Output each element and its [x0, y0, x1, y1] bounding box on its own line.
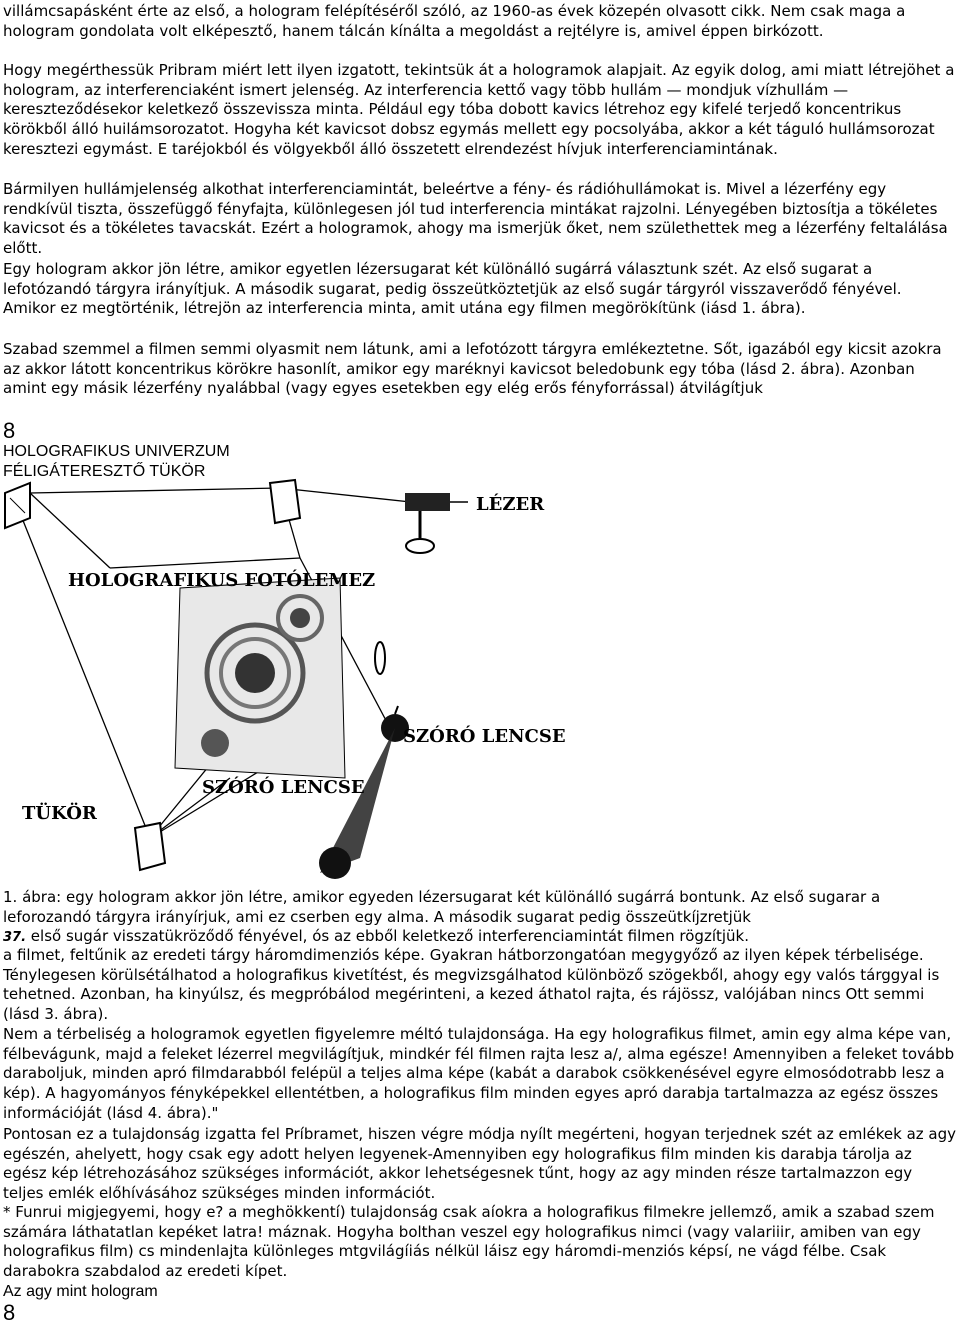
paragraph-footnote: * Funrui migjegyemi, hogy e? a meghökkentí) tulajdonság csak aíokra a holografikus filmekre jellemző, amik a szabad szem számára láthatatlan kepéket latra! máznak. Hogyha bolthan veszel egy holografikus nimci (vagy valariiir, amiben van egy holografikus film) cs mindenlajta különleges mtgvilágíiás nélkül láisz egy háromdi-menziós képsí, ne vágd félbe. Csak darabokra szabdalod az eredeti kípet.: [3, 1203, 935, 1281]
paragraph-whole-in-part: Nem a térbeliség a hologramok egyetlen figyelemre méltó tulajdonsága. Ha egy holografikus filmet, amin egy alma képe van, félbevágunk, majd a feleket lézerrel megvilágítjuk, mindkér fél filmen rajta lesz a/, alma egésze! Amennyiben a feleket tovább daraboljuk, minden apró filmdarabból felépül a teljes alma képe (kabát a darabok csökkenésével egyre elmosódotrabb lesz a kép). A hagyományos fényképekkel ellentétben, a holografikus film minden egyes apró darabja tartalmazza az egész összes információját (lásd 4. ábra).": [3, 1025, 955, 1122]
figure-label-film: HOLOGRAFIKUS FOTÓLEMEZ: [68, 570, 376, 591]
holographic-plate: [175, 578, 345, 778]
paragraph-intro: villámcsapásként érte az első, a hologram felépítéséről szóló, az 1960-as évek közepén olvasott cikk. Nem csak maga a hologram gondolata volt elképesztő, hanem tálcán kínálta a megoldást a rejtélyre is, amivel éppen birkózott.: [3, 2, 906, 40]
paragraph-3d-image: a filmet, feltűnik az eredeti tárgy háromdimenziós képe. Gyakran hátborzongatóan megygyőző az ilyen képek térbelisége. Ténylegesen körülsétálhatod a holografikus kivetítést, és megvizsgálhatod különböző szögekből, ahogy egy valós tárggyal is tehetned. Azonban, ha kinyúlsz, és megpróbálod megérinteni, a kezed áthatol rajta, és rájössz, valójában nincs Ott semmi (lásd 3. ábra).: [3, 946, 940, 1024]
paragraph-hologram-creation: Egy hologram akkor jön létre, amikor egyetlen lézersugarat két különálló sugárrá választunk szét. Az első sugarat a lefotózandó tárgyra irányítjuk. A második sugarat, pedig összeütköztetjük az első sugár tárgyról visszaverődő fényével. Amikor ez megtörténik, létrejön az interferencia minta, amit utána egy filmen megörökítünk (iásd 1. ábra).: [3, 260, 902, 318]
paragraph-brain-memory: Pontosan ez a tulajdonság izgatta fel Príbramet, hiszen végre módja nyílt megérteni, hogyan terjednek szét az emlékek az agy egészén, ahelyett, hogy csak egy adott helyen legyenek-Amennyiben egy holografikus film minden kis darabja tárolja az egész kép létrehozásához szükséges információt, akkor lehetségesnek tűnt, hogy az agy minden része tartalmazzon egy teljes emlék előhívásához szükséges minden információt.: [3, 1125, 956, 1203]
caption-text-b: első sugár visszatükröződő fényével, ós az ebből keletkező interferenciamintát filmen rögzítjük.: [26, 927, 750, 946]
running-header-title: HOLOGRAFIKUS UNIVERZUM: [3, 443, 230, 460]
caption-text-a: 1. ábra: egy hologram akkor jön létre, amikor egyeden lézersugarat két különálló sugárrá bontunk. Az első sugarar a leforozandó tárgyra irányírjuk, ami ez cserben egy alma. A második sugarat pedig összeütkíjzretjük: [3, 888, 881, 926]
figure-label-half-mirror: FÉLIGÁTERESZTŐ TÜKÖR: [3, 463, 206, 480]
hologram-setup-figure: [0, 478, 960, 883]
half-mirror-shape: [5, 483, 30, 528]
figure-label-lens-1: SZÓRÓ LENCSE: [403, 726, 566, 747]
page-number: 8: [3, 418, 16, 443]
figure-caption: [3, 888, 957, 948]
footer-page-number: 8: [3, 1300, 16, 1325]
bottom-mirror-shape: [135, 823, 165, 870]
paragraph-film-view: Szabad szemmel a filmen semmi olyasmit nem látunk, ami a lefotózott tárgyra emlékeztetne. Sőt, igazából egy kicsit azokra az akkor látott koncentrikus körökre hasonlít, amikor egy maréknyi kavicsot beledobunk egy tóba (lásd 2. ábra). Azonban amint egy másik lézerfény nyalábbal (vagy egyes esetekben egy elég erős fényforrással) átvilágítjuk: [3, 340, 942, 398]
paragraph-interference: Hogy megérthessük Pribram miért lett ilyen izgatott, tekintsük át a hologramok alapjait. Az egyik dolog, ami miatt létrejöhet a hologram, az interferenciaként ismert jelenség. Az interferencia kettő vagy több hullám — mondjuk vízhullám — kereszteződésekor keletkező összevissza minta. Például egy tóba dobott kavics létrehoz egy kifelé terjedő koncentrikus körökből álló huilámsorozatot. Hogyha két kavicsot dobsz egymás mellett egy pocsolyába, akkor a két táguló hullámsorozat keresztezi egymást. E taréjokból és völgyekből álló összetett elrendezést hívjuk interferenciamintának.: [3, 61, 955, 158]
figure-label-mirror: TÜKÖR: [22, 803, 97, 824]
paragraph-laser: Bármilyen hullámjelenség alkothat interferenciamintát, beleértve a fény- és rádióhullámokat is. Mivel a lézerfény egy rendkívül tiszta, összefüggő fényfajta, különlegesen jól tud interferencia mintákat rajzolni. Lényegében biztosítja a tökéletes kavicsot és a tökéletes tavacskát. Ezért a hologramok, ahogy ma ismerjük őket, nem születhettek meg a lézerfény feltalálása előtt.: [3, 180, 948, 258]
figure-label-lens-2: SZÓRÓ LENCSE: [202, 777, 365, 798]
caption-number: 37.: [3, 930, 27, 946]
figure-label-laser: LÉZER: [476, 494, 545, 515]
diverging-lens: [375, 642, 385, 674]
laser-device: [270, 480, 468, 553]
footer-title: Az agy mint hologram: [3, 1283, 158, 1300]
